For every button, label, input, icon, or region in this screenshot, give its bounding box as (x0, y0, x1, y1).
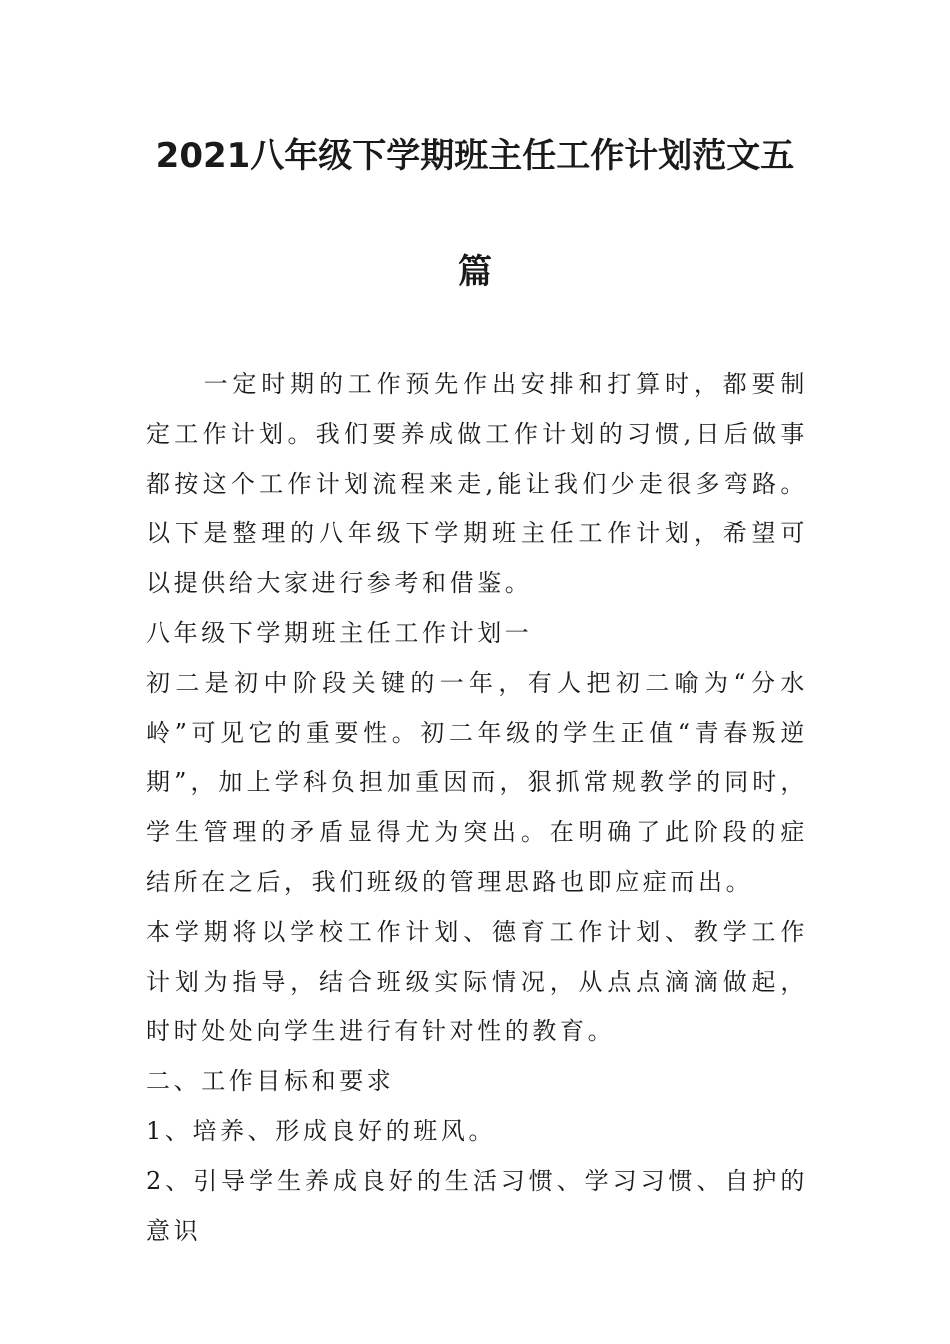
paragraph-semester-guidance: 本学期将以学校工作计划、德育工作计划、教学工作计划为指导，结合班级实际情况，从点点滴滴做起，时时处处向学生进行有针对性的教育。 (146, 917, 808, 1046)
document-title-line-2: 篇 (458, 252, 492, 292)
list-item-goal-1: 1、培养、形成良好的班风。 (146, 1116, 497, 1145)
document-body (146, 360, 808, 1256)
intro-paragraph: 一定时期的工作预先作出安排和打算时，都要制定工作计划。我们要养成做工作计划的习惯,日后做事都按这个工作计划流程来走,能让我们少走很多弯路。以下是整理的八年级下学期班主任工作计划，希望可以提供给大家进行参考和借鉴。 (146, 370, 808, 598)
list-item-goal-2: 2、引导学生养成良好的生活习惯、学习习惯、自护的意识 (146, 1166, 808, 1245)
paragraph-grade-two-importance: 初二是初中阶段关键的一年，有人把初二喻为“分水岭”可见它的重要性。初二年级的学生正值“青春叛逆期”，加上学科负担加重因而，狠抓常规教学的同时，学生管理的矛盾显得尤为突出。在明确了此阶段的症结所在之后，我们班级的管理思路也即应症而出。 (146, 668, 808, 896)
section-heading-plan-one: 八年级下学期班主任工作计划一 (146, 618, 533, 647)
document-title-line-1: 2021八年级下学期班主任工作计划范文五 (155, 136, 795, 176)
section-heading-goals: 二、工作目标和要求 (146, 1067, 395, 1096)
